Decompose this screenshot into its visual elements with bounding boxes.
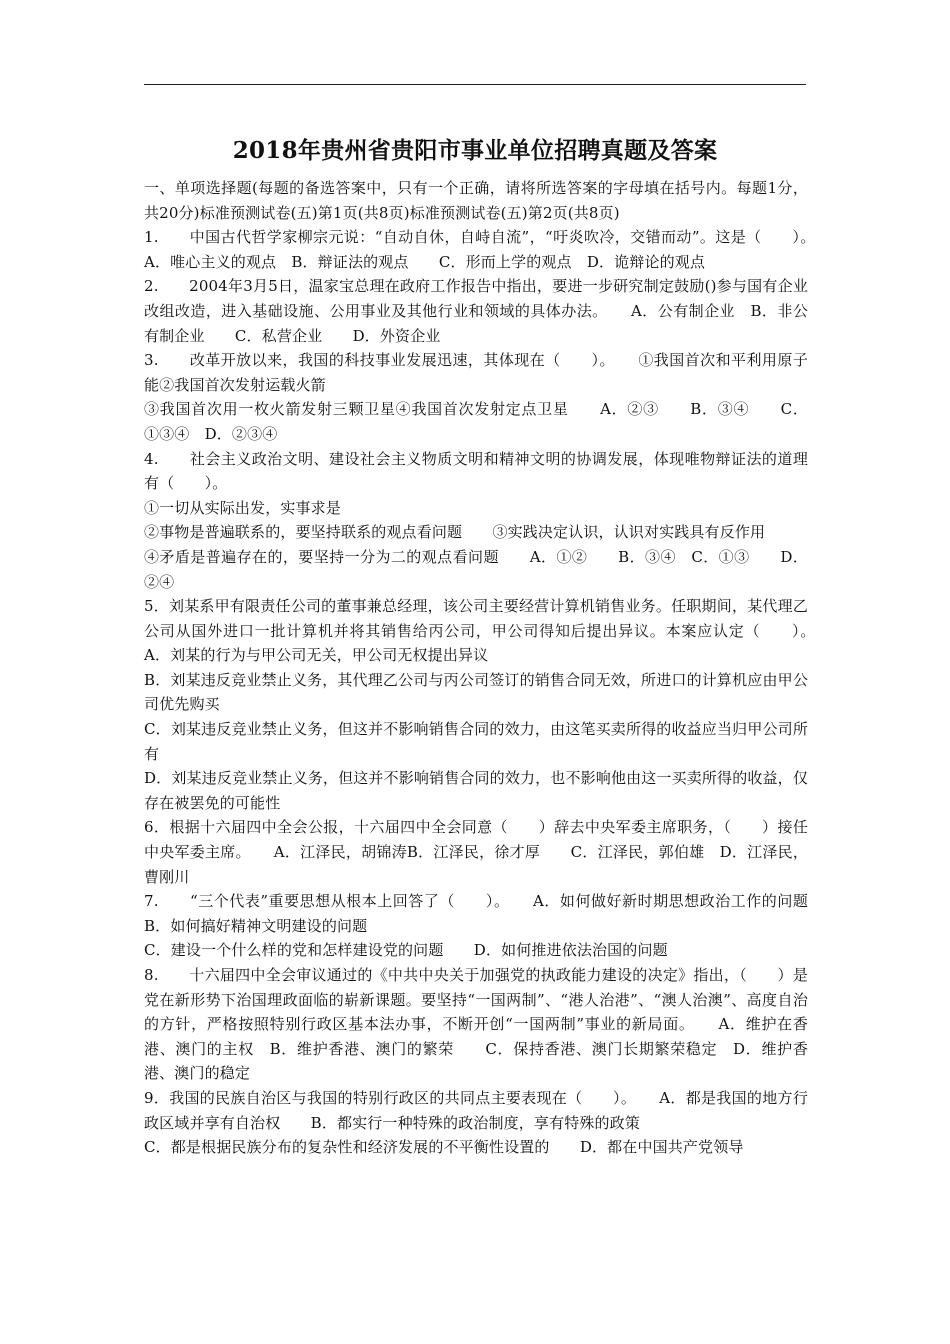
paragraph: B．刘某违反竞业禁止义务，其代理乙公司与丙公司签订的销售合同无效，所进口的计算机应由甲公司优先购买 bbox=[144, 670, 808, 714]
paragraph: D．刘某违反竞业禁止义务，但这并不影响销售合同的效力，也不影响他由这一买卖所得的收益，仅存在被罢免的可能性 bbox=[144, 769, 808, 812]
document-title: 2018年贵州省贵阳市事业单位招聘真题及答案 bbox=[232, 137, 718, 164]
paragraph: 一、单项选择题(每题的备选答案中，只有一个正确，请将所选答案的字母填在括号内。每题1分，共20分)标准预测试卷(五)第1页(共8页)标准预测试卷(五)第2页(共8页) bbox=[144, 179, 808, 222]
paragraph: 2. 2004年3月5日，温家宝总理在政府工作报告中指出，要进一步研究制定鼓励()参与国有企业改组改造，进入基础设施、公用事业及其他行业和领域的具体办法。 A．公有制企业 B．非公有制企业 C．私营企业 D．外资企业 bbox=[144, 277, 808, 345]
paragraph: 4. 社会主义政治文明、建设社会主义物质文明和精神文明的协调发展，体现唯物辩证法的道理有（ ）。 bbox=[144, 449, 808, 493]
paragraph: 6．根据十六届四中全会公报，十六届四中全会同意（ ）辞去中央军委主席职务，（ ）接任中央军委主席。 A．江泽民，胡锦涛B．江泽民，徐才厚 C．江泽民，郭伯雄 D．江泽民，曹刚川 bbox=[144, 818, 808, 886]
paragraph: C．建设一个什么样的党和怎样建设党的问题 D．如何推进依法治国的问题 bbox=[144, 941, 668, 960]
paragraph: ①一切从实际出发，实事求是 bbox=[144, 498, 341, 517]
paragraph: 9．我国的民族自治区与我国的特别行政区的共同点主要表现在（ ）。 A．都是我国的地方行政区域并享有自治权 B．都实行一种特殊的政治制度，享有特殊的政策 bbox=[144, 1088, 808, 1132]
paragraph: 5．刘某系甲有限责任公司的董事兼总经理，该公司主要经营计算机销售业务。任职期间，某代理乙公司从国外进口一批计算机并将其销售给丙公司，甲公司得知后提出异议。本案应认定（ ）。 A．刘某的行为与甲公司无关，甲公司无权提出异议 bbox=[144, 597, 839, 665]
paragraph: 1. 中国古代哲学家柳宗元说：“自动自休，自峙自流”，“吁炎吹冷，交错而动”。这是（ ）。 A．唯心主义的观点 B．辩证法的观点 C．形而上学的观点 D．诡辩论的观点 bbox=[144, 228, 839, 271]
header-rule bbox=[144, 84, 806, 85]
paragraph: ②事物是普遍联系的，要坚持联系的观点看问题 ③实践决定认识，认识对实践具有反作用 bbox=[144, 523, 766, 542]
paragraph: ④矛盾是普遍存在的，要坚持一分为二的观点看问题 A．①② B．③④ C．①③ D．②④ bbox=[144, 547, 808, 591]
paragraph: ③我国首次用一枚火箭发射三颗卫星④我国首次发射定点卫星 A．②③ B．③④ C．①③④ D．②③④ bbox=[144, 400, 808, 443]
paragraph: C．刘某违反竞业禁止义务，但这并不影响销售合同的效力，由这笔买卖所得的收益应当归甲公司所有 bbox=[144, 720, 808, 763]
document-body bbox=[144, 176, 839, 1160]
paragraph: 8. 十六届四中全会审议通过的《中共中央关于加强党的执政能力建设的决定》指出，（ ）是党在新形势下治国理政面临的崭新课题。要坚持“一国两制”、“港人治港”、“澳人治澳”、高度自治的方针，严格按照特别行政区基本法办事，不断开创“一国两制”事业的新局面。 A．维护在香港、澳门的主权 B．维护香港、澳门的繁荣 C．保持香港、澳门长期繁荣稳定 D．维护香港、澳门的稳定 bbox=[144, 966, 808, 1083]
paragraph: 7. “三个代表”重要思想从根本上回答了（ ）。 A．如何做好新时期思想政治工作的问题 B．如何搞好精神文明建设的问题 bbox=[144, 892, 839, 935]
paragraph: C．都是根据民族分布的复杂性和经济发展的不平衡性设置的 D．都在中国共产党领导 bbox=[144, 1138, 744, 1157]
paragraph: 3. 改革开放以来，我国的科技事业发展迅速，其体现在（ ）。 ①我国首次和平利用原子能②我国首次发射运载火箭 bbox=[144, 351, 808, 394]
